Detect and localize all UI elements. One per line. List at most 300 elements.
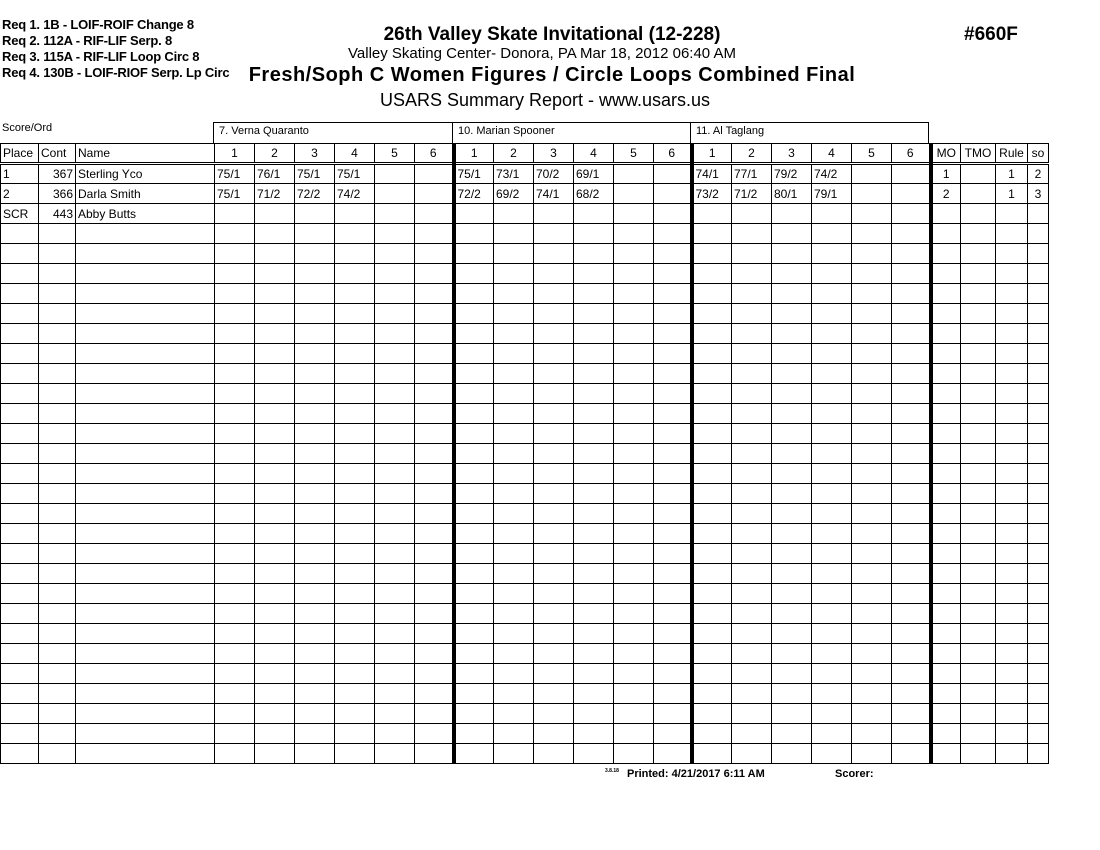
- judge-1-figure-4-score: [335, 704, 375, 724]
- judge-3-figure-5-score: [852, 184, 892, 204]
- judge-2-figure-3-score: [534, 444, 574, 464]
- contestant-number-cell: [39, 724, 76, 744]
- judge-2-figure-5-score: [614, 304, 654, 324]
- judge-1-figure-1-score: [215, 724, 255, 744]
- judge-1-figure-6-score: [415, 524, 454, 544]
- judge-1-figure-3-score: [295, 564, 335, 584]
- contestant-number-cell: [39, 664, 76, 684]
- judge-2-figure-2-score: [494, 744, 534, 764]
- contestant-number-cell: [39, 684, 76, 704]
- place-cell: [1, 384, 39, 404]
- tmo-cell: [961, 744, 996, 764]
- judge-2-figure-2-score: [494, 504, 534, 524]
- judge-3-figure-6-score: [892, 204, 931, 224]
- rule-cell: [996, 464, 1028, 484]
- tmo-cell: [961, 284, 996, 304]
- judge-2-figure-6-score: [654, 724, 692, 744]
- judge-3-figure-4-score: [812, 464, 852, 484]
- contestant-name-cell: [76, 544, 215, 564]
- judge-2-figure-4-score: [574, 404, 614, 424]
- judge-1-figure-1-score: [215, 544, 255, 564]
- judge-1-figure-1-score: [215, 704, 255, 724]
- judge-1-figure-4-score: [335, 584, 375, 604]
- rule-cell: [996, 444, 1028, 464]
- so-cell: [1028, 684, 1049, 704]
- judge-2-figure-3-score: [534, 424, 574, 444]
- judge-3-figure-5-score: [852, 664, 892, 684]
- judge-2-figure-1-score: [454, 484, 494, 504]
- judge-3-figure-5-score: [852, 704, 892, 724]
- tmo-cell: [961, 264, 996, 284]
- judge-2-figure-1-score: [454, 684, 494, 704]
- rule-cell: [996, 604, 1028, 624]
- so-cell: [1028, 224, 1049, 244]
- judge-3-figure-1-score: [692, 504, 732, 524]
- contestant-name-cell: [76, 464, 215, 484]
- judge-3-figure-1-score: [692, 304, 732, 324]
- judge-1-figure-1-score: [215, 564, 255, 584]
- contestant-name-cell: [76, 244, 215, 264]
- judge-3-figure-2-score: [732, 744, 772, 764]
- so-cell: [1028, 284, 1049, 304]
- summary-table: [0, 143, 1049, 764]
- judge-1-figure-2-score: [255, 304, 295, 324]
- judge-3-figure-5-score: [852, 404, 892, 424]
- judge-1-figure-1-score: 75/1: [215, 164, 255, 184]
- judge-3-figure-4-score: [812, 264, 852, 284]
- judge-1-figure-4-score: [335, 644, 375, 664]
- judge-2-figure-6-score: [654, 604, 692, 624]
- rule-cell: [996, 624, 1028, 644]
- judge-3-figure-5-score: [852, 564, 892, 584]
- judge-2-figure-4-score: [574, 204, 614, 224]
- table-row: [1, 444, 1049, 464]
- so-cell: [1028, 504, 1049, 524]
- judge-3-figure-3-score: [772, 344, 812, 364]
- so-cell: [1028, 424, 1049, 444]
- contestant-name-cell: Sterling Yco: [76, 164, 215, 184]
- table-row: [1, 484, 1049, 504]
- contestant-number-cell: 366: [39, 184, 76, 204]
- judge-3-figure-2-score: [732, 484, 772, 504]
- judge-2-figure-4-score: [574, 684, 614, 704]
- judge-2-figure-3-score: [534, 684, 574, 704]
- event-title-text: 26th Valley Skate Invitational (12-228): [383, 24, 721, 45]
- event-title: [0, 24, 1100, 46]
- requirement-1: Req 1. 1B - LOIF-ROIF Change 8: [2, 17, 194, 32]
- judge-1-figure-3-score: 72/2: [295, 184, 335, 204]
- judge-1-figure-2-score: [255, 244, 295, 264]
- mo-cell: [931, 744, 961, 764]
- judge-1-figure-5-score: [375, 624, 415, 644]
- contestant-name-cell: Darla Smith: [76, 184, 215, 204]
- judge-1-figure-3-score: [295, 204, 335, 224]
- table-row: [1, 704, 1049, 724]
- judge-1-figure-1-score: [215, 664, 255, 684]
- judge-1-figure-5-score: [375, 704, 415, 724]
- judge-3-figure-4-score: [812, 564, 852, 584]
- judge-2-figure-6-score: [654, 224, 692, 244]
- event-name: [0, 64, 1100, 87]
- so-cell: [1028, 344, 1049, 364]
- judge-1-figure-2-score: [255, 324, 295, 344]
- contestant-number-cell: [39, 424, 76, 444]
- contestant-number-cell: [39, 304, 76, 324]
- judge-2-figure-6-score: [654, 484, 692, 504]
- judge-2-figure-4-score: [574, 444, 614, 464]
- judge-3-figure-4-score: [812, 364, 852, 384]
- judge-1-figure-3-score: [295, 464, 335, 484]
- rule-cell: [996, 204, 1028, 224]
- judge-3-figure-5-score: [852, 524, 892, 544]
- judge-3-figure-3-score: [772, 524, 812, 544]
- judge-3-figure-3-score: [772, 384, 812, 404]
- judge-2-figure-1-score: 75/1: [454, 164, 494, 184]
- judge-1-figure-1-score: [215, 244, 255, 264]
- contestant-name-cell: [76, 724, 215, 744]
- judge-2-figure-5-score: [614, 484, 654, 504]
- judge-2-figure-4-score: [574, 364, 614, 384]
- judge-3-figure-1-score: [692, 484, 732, 504]
- judge-2-figure-4-score: [574, 644, 614, 664]
- j1-fig-1: 1: [215, 144, 255, 164]
- judge-3-figure-2-score: [732, 704, 772, 724]
- j3-fig-1: 1: [692, 144, 732, 164]
- judge-2-figure-3-score: 74/1: [534, 184, 574, 204]
- table-row: [1, 404, 1049, 424]
- judge-2-figure-5-score: [614, 564, 654, 584]
- contestant-number-cell: [39, 284, 76, 304]
- table-row: [1, 524, 1049, 544]
- mo-cell: [931, 444, 961, 464]
- judge-2-figure-3-score: [534, 704, 574, 724]
- tmo-cell: [961, 164, 996, 184]
- judge-3-figure-2-score: [732, 244, 772, 264]
- tmo-cell: [961, 324, 996, 344]
- judge-2-figure-1-score: [454, 444, 494, 464]
- judge-2-figure-5-score: [614, 664, 654, 684]
- judge-2-figure-1-score: [454, 424, 494, 444]
- judge-2-figure-4-score: 68/2: [574, 184, 614, 204]
- judge-3-figure-4-score: [812, 724, 852, 744]
- judge-1-figure-6-score: [415, 544, 454, 564]
- judge-1-figure-5-score: [375, 504, 415, 524]
- judge-2-figure-2-score: [494, 704, 534, 724]
- place-cell: [1, 464, 39, 484]
- j3-fig-3: 3: [772, 144, 812, 164]
- judge-1-figure-6-score: [415, 164, 454, 184]
- table-row: [1, 684, 1049, 704]
- judge-1-figure-5-score: [375, 684, 415, 704]
- contestant-name-cell: [76, 584, 215, 604]
- j2-fig-3: 3: [534, 144, 574, 164]
- judge-1-figure-3-score: [295, 364, 335, 384]
- so-cell: [1028, 464, 1049, 484]
- judge-3-figure-2-score: [732, 324, 772, 344]
- rule-cell: [996, 664, 1028, 684]
- judge-3-figure-3-score: [772, 544, 812, 564]
- judge-1-figure-6-score: [415, 364, 454, 384]
- contestant-number-cell: [39, 464, 76, 484]
- judge-3-figure-1-score: [692, 204, 732, 224]
- judge-3-figure-2-score: [732, 664, 772, 684]
- judge-3-figure-3-score: [772, 324, 812, 344]
- judge-2-figure-2-score: [494, 404, 534, 424]
- judge-3-figure-5-score: [852, 444, 892, 464]
- place-cell: [1, 624, 39, 644]
- contestant-name-cell: [76, 504, 215, 524]
- mo-cell: [931, 604, 961, 624]
- place-cell: [1, 584, 39, 604]
- judge-1-figure-5-score: [375, 744, 415, 764]
- judge-2-figure-2-score: [494, 544, 534, 564]
- venue-date-text: Valley Skating Center- Donora, PA Mar 18, 2012 06:40 AM: [348, 45, 736, 62]
- contestant-number-cell: [39, 224, 76, 244]
- judge-2-figure-6-score: [654, 504, 692, 524]
- judge-1-figure-2-score: [255, 444, 295, 464]
- judge-3-figure-4-score: [812, 604, 852, 624]
- judge-2-figure-6-score: [654, 284, 692, 304]
- judge-3-figure-6-score: [892, 324, 931, 344]
- judge-1-figure-1-score: 75/1: [215, 184, 255, 204]
- tmo-cell: [961, 384, 996, 404]
- judge-1-figure-6-score: [415, 424, 454, 444]
- judge-3-figure-1-score: [692, 584, 732, 604]
- judge-2-figure-3-score: [534, 224, 574, 244]
- judge-2-figure-5-score: [614, 284, 654, 304]
- rule-cell: 1: [996, 164, 1028, 184]
- contestant-number-cell: [39, 704, 76, 724]
- contestant-name-cell: [76, 744, 215, 764]
- contestant-name-cell: [76, 484, 215, 504]
- place-cell: [1, 404, 39, 424]
- judge-3-figure-5-score: [852, 744, 892, 764]
- judge-3-figure-2-score: [732, 464, 772, 484]
- judge-1-figure-5-score: [375, 524, 415, 544]
- table-row: [1, 604, 1049, 624]
- judge-3-figure-4-score: [812, 304, 852, 324]
- judge-2-figure-6-score: [654, 544, 692, 564]
- judge-3-figure-6-score: [892, 644, 931, 664]
- judge-1-figure-4-score: [335, 224, 375, 244]
- mo-cell: [931, 584, 961, 604]
- judge-2-figure-5-score: [614, 624, 654, 644]
- judge-1-figure-1-score: [215, 504, 255, 524]
- place-cell: [1, 524, 39, 544]
- judge-1-figure-5-score: [375, 184, 415, 204]
- judge-1-figure-3-score: [295, 544, 335, 564]
- so-cell: [1028, 364, 1049, 384]
- j2-fig-5: 5: [614, 144, 654, 164]
- judge-3-figure-3-score: [772, 724, 812, 744]
- contestant-number-cell: 443: [39, 204, 76, 224]
- contestant-number-cell: [39, 744, 76, 764]
- judge-2-figure-5-score: [614, 464, 654, 484]
- judge-1-figure-1-score: [215, 264, 255, 284]
- judge-3-figure-2-score: [732, 304, 772, 324]
- judge-3-figure-6-score: [892, 164, 931, 184]
- j2-fig-1: 1: [454, 144, 494, 164]
- judge-1-figure-3-score: [295, 664, 335, 684]
- col-header-rule: Rule: [996, 144, 1028, 164]
- j1-fig-3: 3: [295, 144, 335, 164]
- contestant-name-cell: [76, 564, 215, 584]
- judge-3-figure-6-score: [892, 664, 931, 684]
- requirement-2: Req 2. 112A - RIF-LIF Serp. 8: [2, 33, 172, 48]
- table-row: [1, 724, 1049, 744]
- judge-1-figure-2-score: [255, 624, 295, 644]
- judge-2-figure-5-score: [614, 744, 654, 764]
- judge-3-figure-6-score: [892, 544, 931, 564]
- j3-fig-5: 5: [852, 144, 892, 164]
- judge-2-figure-2-score: 69/2: [494, 184, 534, 204]
- col-header-name: Name: [76, 144, 215, 164]
- judge-2-figure-2-score: [494, 684, 534, 704]
- judge-3-figure-5-score: [852, 624, 892, 644]
- judge-2-figure-2-score: [494, 384, 534, 404]
- judge-2-figure-6-score: [654, 324, 692, 344]
- judge-1-figure-6-score: [415, 224, 454, 244]
- contestant-number-cell: [39, 564, 76, 584]
- judge-2-figure-3-score: 70/2: [534, 164, 574, 184]
- judge-1-figure-2-score: [255, 504, 295, 524]
- judge-3-figure-1-score: [692, 464, 732, 484]
- judge-2-figure-4-score: [574, 284, 614, 304]
- contestant-name-cell: [76, 444, 215, 464]
- judge-2-figure-2-score: [494, 324, 534, 344]
- judge-2-figure-1-score: [454, 744, 494, 764]
- judge-2-figure-1-score: [454, 284, 494, 304]
- judge-1-figure-6-score: [415, 384, 454, 404]
- judge-2-figure-6-score: [654, 424, 692, 444]
- judge-1-figure-5-score: [375, 244, 415, 264]
- mo-cell: [931, 284, 961, 304]
- judge-1-figure-6-score: [415, 664, 454, 684]
- judge-3-figure-5-score: [852, 504, 892, 524]
- so-cell: [1028, 544, 1049, 564]
- table-row: [1, 244, 1049, 264]
- j1-fig-4: 4: [335, 144, 375, 164]
- judge-2-figure-1-score: [454, 324, 494, 344]
- judge-3-figure-3-score: [772, 604, 812, 624]
- judge-3-figure-3-score: [772, 244, 812, 264]
- judge-3-figure-4-score: [812, 524, 852, 544]
- judge-1-figure-4-score: [335, 444, 375, 464]
- mo-cell: [931, 324, 961, 344]
- judge-3-figure-3-score: [772, 364, 812, 384]
- mo-cell: [931, 424, 961, 444]
- rule-cell: [996, 324, 1028, 344]
- judge-2-figure-5-score: [614, 364, 654, 384]
- contestant-number-cell: [39, 484, 76, 504]
- judge-3-figure-4-score: [812, 544, 852, 564]
- judge-1-figure-2-score: 71/2: [255, 184, 295, 204]
- judge-3-figure-2-score: [732, 604, 772, 624]
- place-cell: [1, 444, 39, 464]
- judge-1-figure-4-score: [335, 264, 375, 284]
- judge-1-figure-6-score: [415, 244, 454, 264]
- judge-1-figure-4-score: [335, 204, 375, 224]
- judge-1-figure-1-score: [215, 584, 255, 604]
- rule-cell: 1: [996, 184, 1028, 204]
- contestant-name-cell: [76, 264, 215, 284]
- judge-2-figure-5-score: [614, 524, 654, 544]
- judge-3-name: 11. Al Taglang: [690, 122, 929, 143]
- j1-fig-6: 6: [415, 144, 454, 164]
- contestant-number-cell: 367: [39, 164, 76, 184]
- judge-2-figure-5-score: [614, 204, 654, 224]
- judge-2-figure-2-score: [494, 364, 534, 384]
- judge-1-figure-5-score: [375, 224, 415, 244]
- judge-2-figure-2-score: [494, 604, 534, 624]
- so-cell: [1028, 324, 1049, 344]
- so-cell: [1028, 404, 1049, 424]
- tmo-cell: [961, 604, 996, 624]
- judge-2-figure-6-score: [654, 444, 692, 464]
- judge-1-figure-1-score: [215, 344, 255, 364]
- judge-3-figure-3-score: [772, 444, 812, 464]
- judge-2-figure-3-score: [534, 404, 574, 424]
- judge-2-figure-4-score: [574, 384, 614, 404]
- judge-1-figure-1-score: [215, 464, 255, 484]
- so-cell: 2: [1028, 164, 1049, 184]
- judge-3-figure-2-score: [732, 684, 772, 704]
- place-cell: [1, 664, 39, 684]
- judge-3-figure-4-score: [812, 664, 852, 684]
- place-cell: [1, 644, 39, 664]
- judge-3-figure-1-score: [692, 324, 732, 344]
- rule-cell: [996, 304, 1028, 324]
- judge-1-figure-6-score: [415, 584, 454, 604]
- contestant-name-cell: [76, 524, 215, 544]
- judge-2-figure-5-score: [614, 244, 654, 264]
- so-cell: [1028, 744, 1049, 764]
- judge-2-figure-2-score: [494, 424, 534, 444]
- judge-2-figure-6-score: [654, 364, 692, 384]
- judge-1-figure-3-score: [295, 384, 335, 404]
- judge-1-figure-4-score: [335, 544, 375, 564]
- judge-2-figure-2-score: [494, 724, 534, 744]
- contestant-name-cell: [76, 384, 215, 404]
- judge-1-figure-1-score: [215, 644, 255, 664]
- table-row: [1, 624, 1049, 644]
- so-cell: [1028, 724, 1049, 744]
- venue-date: [0, 45, 1100, 62]
- judge-1-figure-3-score: 75/1: [295, 164, 335, 184]
- contestant-name-cell: Abby Butts: [76, 204, 215, 224]
- judge-2-figure-1-score: [454, 544, 494, 564]
- judge-1-figure-2-score: [255, 384, 295, 404]
- judge-2-figure-4-score: [574, 504, 614, 524]
- contestant-name-cell: [76, 284, 215, 304]
- judge-3-figure-6-score: [892, 184, 931, 204]
- judge-2-figure-6-score: [654, 244, 692, 264]
- tmo-cell: [961, 544, 996, 564]
- judge-2-figure-3-score: [534, 344, 574, 364]
- judge-3-figure-5-score: [852, 604, 892, 624]
- judge-1-figure-1-score: [215, 524, 255, 544]
- judge-3-figure-3-score: [772, 464, 812, 484]
- judge-3-figure-1-score: [692, 364, 732, 384]
- judge-3-figure-6-score: [892, 564, 931, 584]
- table-row: [1, 424, 1049, 444]
- judge-1-figure-4-score: [335, 464, 375, 484]
- judge-3-figure-2-score: [732, 264, 772, 284]
- judge-1-figure-2-score: [255, 364, 295, 384]
- judge-1-figure-2-score: [255, 664, 295, 684]
- judge-1-figure-5-score: [375, 204, 415, 224]
- table-row: [1, 224, 1049, 244]
